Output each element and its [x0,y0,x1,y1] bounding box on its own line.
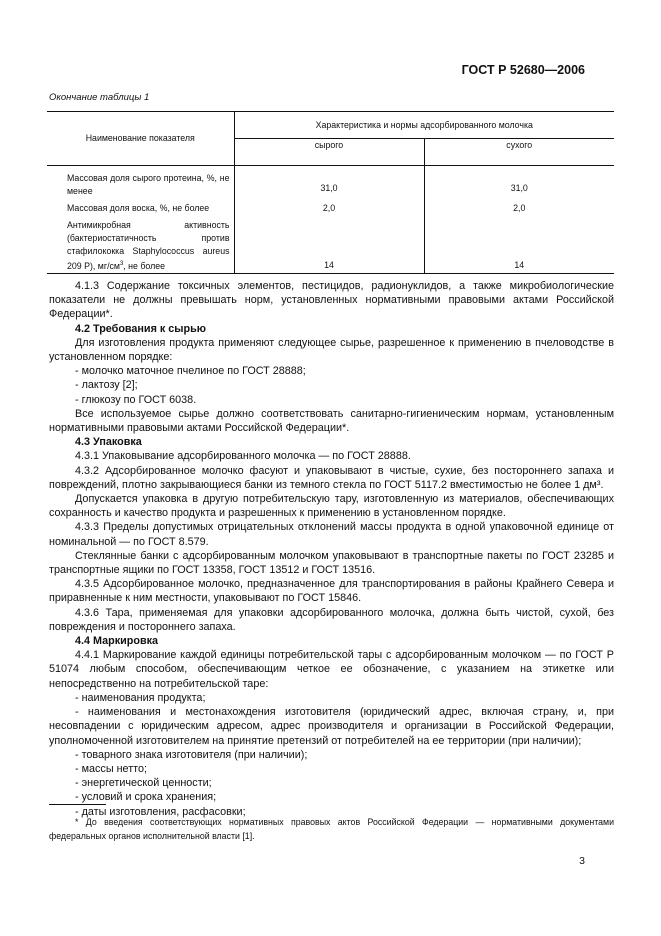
row-value-raw: 14 [234,215,424,273]
paragraph: 4.3.5 Адсорбированное молочко, предназначенное для транспортирования в районы Крайнего Севера и приравненные к ним местности, упаковывают по ГОСТ 15846. [49,578,614,605]
paragraph: - наименования и местонахождения изготовителя (юридический адрес, включая страну, и, при несовпадении с юридическим адресом, адрес производителя и организации в Российской Федерации, уполномоченной изготовителем на принятие претензий от потребителей на ее территории (при наличии); [49,706,614,747]
paragraph: - условий и срока хранения; [75,791,217,804]
section-heading: 4.3 Упаковка [75,436,142,449]
row-value-dry: 31,0 [510,183,528,193]
paragraph: - массы нетто; [75,762,147,775]
row-name: Антимикробная активность (бактериостатичность против стафилококка Staphylococcus aureus 209 Р), $мг/см^3$, не более [47,215,234,273]
paragraph: Для изготовления продукта применяют следующее сырье, разрешенное к применению в пчеловодстве в установленном порядке: [49,336,614,364]
row-value-dry: 2,0 [513,203,526,213]
footnote: * До введения соответствующих нормативных правовых актов Российской Федерации — нормативными документами федеральных органов исполнительной власти [1]. [49,817,614,841]
paragraph: Все используемое сырье должно соответствовать санитарно-гигиеническим нормам, установленным нормативными правовыми актами Российской Федерации*. [49,407,614,435]
table-row [47,198,614,215]
paragraph: - наименования продукта; [75,691,206,704]
table-header-indicator: Наименование показателя [47,112,234,166]
table-header-raw: сырого [234,139,424,166]
paragraph: Стеклянные банки с адсорбированным молочком упаковывают в транспортные пакеты по ГОСТ 23285 и транспортные ящики по ГОСТ 13358, ГОСТ 13512 и ГОСТ 13516. [49,549,614,577]
section-heading: 4.4 Маркировка [75,635,159,648]
row-value-raw: 31,0 [234,166,424,199]
paragraph: - энергетической ценности; [75,777,212,790]
paragraph: - даты изготовления, расфасовки; [75,805,246,818]
row-value-dry: 14 [424,215,614,273]
table-row [47,215,614,273]
table-header-dry: сухого [424,139,614,166]
body-text [49,279,614,819]
paragraph: 4.4.1 Маркирование каждой единицы потребительской тары с адсорбированным молочком — по ГОСТ Р 51074 любым способом, обеспечивающим четкое ее обозначение, с указанием на этикетке или непосредственно на потребительской таре: [49,649,614,690]
paragraph: 4.3.6 Тара, применяемая для упаковки адсорбированного молочка, должна быть чистой, сухой, без повреждения и постороннего запаха. [49,606,614,633]
indicators-table [47,111,614,274]
row-name: Массовая доля воска, %, не более [47,198,234,215]
footnote-rule [49,804,106,805]
page-number: 3 [579,855,585,867]
paragraph: - товарного знака изготовителя (при наличии); [75,748,308,761]
table-caption: Окончание таблицы 1 [49,92,150,103]
table-header-group: Характеристика и нормы адсорбированного молочка [234,112,614,139]
document-header: ГОСТ Р 52680—2006 [461,63,585,77]
paragraph: 4.3.2 Адсорбированное молочко фасуют и упаковывают в чистые, сухие, без постороннего запаха и повреждений, плотно закрывающиеся банки из темного стекла по ГОСТ 5117.2 вместимостью не более 1 дм³. [49,464,614,491]
row-name: Массовая доля сырого протеина, %, не менее [47,166,234,199]
section-heading: 4.2 Требования к сырью [75,322,206,335]
paragraph: - молочко маточное пчелиное по ГОСТ 28888; [75,365,306,378]
paragraph: Допускается упаковка в другую потребительскую тару, изготовленную из материалов, обеспечивающих сохранность и качество продукта и разрешенных к применению в установленном порядке. [49,493,614,520]
paragraph: - глюкозу по ГОСТ 6038. [75,393,197,406]
table-row [47,166,614,199]
paragraph: - лактозу [2]; [75,379,138,392]
paragraph: 4.1.3 Содержание токсичных элементов, пестицидов, радионуклидов, а также микробиологические показатели не должны превышать норм, установленных нормативными правовыми актами Российской Федерации*. [49,280,614,321]
row-value-raw: 2,0 [234,198,424,215]
paragraph: 4.3.3 Пределы допустимых отрицательных отклонений массы продукта в одной упаковочной единице от номинальной — по ГОСТ 8.579. [49,521,614,548]
paragraph: 4.3.1 Упаковывание адсорбированного молочка — по ГОСТ 28888. [75,450,411,463]
